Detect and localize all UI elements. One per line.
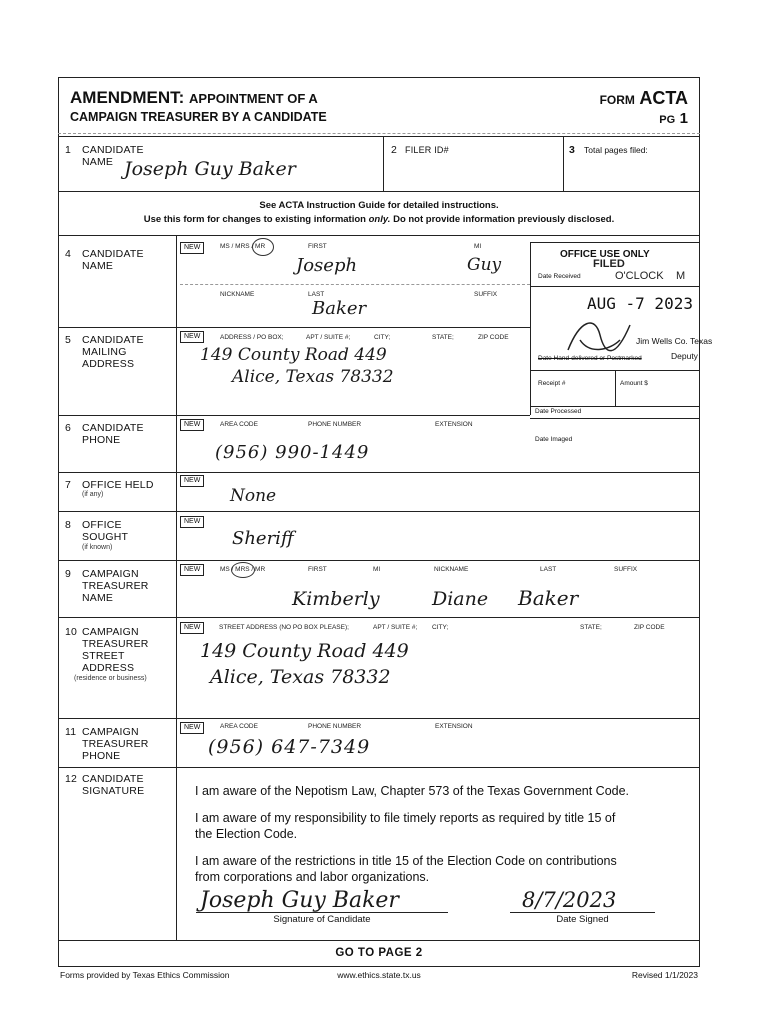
title-bold: AMENDMENT: <box>70 88 185 107</box>
s9-label: CAMPAIGN <box>82 568 139 580</box>
s4-first-label: FIRST <box>308 243 327 250</box>
s5-num: 5 <box>65 334 72 346</box>
s9-first-value[interactable]: Kimberly <box>292 588 380 610</box>
s8-label: OFFICE <box>82 519 122 531</box>
s9-label3: NAME <box>82 592 114 604</box>
s5-apt-label: APT / SUITE #; <box>306 334 351 341</box>
s10-label3: STREET <box>82 650 125 662</box>
s7-sub: (if any) <box>82 491 104 498</box>
date-signed-label: Date Signed <box>556 914 609 925</box>
s6-label2: PHONE <box>82 434 121 446</box>
s10-city-label: CITY; <box>432 624 449 631</box>
candidate-signature[interactable]: Joseph Guy Baker <box>200 888 399 913</box>
instructions-line1: See ACTA Instruction Guide for detailed instructions. <box>259 200 499 211</box>
s10-label2: TREASURER <box>82 638 149 650</box>
s9-first-label: FIRST <box>308 566 327 573</box>
s11-ext-label: EXTENSION <box>435 723 473 730</box>
s4-new-tag: NEW <box>180 242 204 254</box>
s5-label2: MAILING <box>82 346 127 358</box>
s10-apt-label: APT / SUITE #; <box>373 624 418 631</box>
filer-id-label: FILER ID# <box>405 145 449 155</box>
candidate-name-value[interactable]: Joseph Guy Baker <box>124 158 296 180</box>
s6-new-tag: NEW <box>180 419 204 431</box>
s3-num: 3 <box>569 144 576 156</box>
s8-num: 8 <box>65 519 72 531</box>
s8-sub: (if known) <box>82 544 113 551</box>
date-received-label: Date Received <box>538 273 581 280</box>
s4-suffix-label: SUFFIX <box>474 291 498 298</box>
s1-num: 1 <box>65 144 72 156</box>
s4-label2: NAME <box>82 260 114 272</box>
s12-num: 12 <box>65 773 78 785</box>
s7-num: 7 <box>65 479 72 491</box>
s9-last-label: LAST <box>540 566 557 573</box>
s6-phone-label: PHONE NUMBER <box>308 421 362 428</box>
instructions-line2: Use this form for changes to existing information only. Do not provide information previously disclosed. <box>143 214 615 225</box>
s10-zip-label: ZIP CODE <box>634 624 665 631</box>
reports-statement-line1: I am aware of my responsibility to file timely reports as required by title 15 of <box>195 811 616 825</box>
s7-new-tag: NEW <box>180 475 204 487</box>
s11-label2: TREASURER <box>82 738 149 750</box>
s5-address-label: ADDRESS / PO BOX; <box>220 334 284 341</box>
s11-label: CAMPAIGN <box>82 726 139 738</box>
s9-num: 9 <box>65 568 72 580</box>
office-use-title: OFFICE USE ONLY <box>560 249 650 260</box>
s9-last-value[interactable]: Baker <box>518 586 579 610</box>
s12-label2: SIGNATURE <box>82 785 145 797</box>
s5-address-line1[interactable]: 149 County Road 449 <box>200 345 387 365</box>
s6-num: 6 <box>65 422 72 434</box>
s10-address-line1[interactable]: 149 County Road 449 <box>200 640 409 662</box>
s4-mi-value[interactable]: Guy <box>467 255 502 275</box>
date-processed-label: Date Processed <box>535 408 582 415</box>
footer-url[interactable]: www.ethics.state.tx.us <box>337 970 421 980</box>
s4-last-value[interactable]: Baker <box>312 298 367 319</box>
footer-revised: Revised 1/1/2023 <box>631 970 698 980</box>
s11-phone-value[interactable]: (956) 647-7349 <box>208 736 371 758</box>
s9-suffix-label: SUFFIX <box>614 566 638 573</box>
form-code <box>600 88 688 109</box>
date-hand-delivered-label: Date Hand-delivered or Postmarked <box>538 355 642 362</box>
s10-sub: (residence or business) <box>74 675 147 682</box>
s6-phone-value[interactable]: (956) 990-1449 <box>215 442 370 463</box>
s5-zip-label: ZIP CODE <box>478 334 509 341</box>
s5-label3: ADDRESS <box>82 358 135 370</box>
s1-label: CANDIDATE <box>82 144 144 156</box>
title-rest: APPOINTMENT OF A <box>189 91 318 106</box>
s10-address-line2[interactable]: Alice, Texas 78332 <box>210 666 391 688</box>
go-to-page-2[interactable]: GO TO PAGE 2 <box>335 947 423 959</box>
stamp-county: Jim Wells Co. Texas <box>636 336 713 346</box>
reports-statement-line2: the Election Code. <box>195 827 298 841</box>
s11-new-tag: NEW <box>180 722 204 734</box>
s5-city-label: CITY; <box>374 334 391 341</box>
s9-new-tag: NEW <box>180 564 204 576</box>
s9-mi-label: MI <box>373 566 381 573</box>
s5-address-line2[interactable]: Alice, Texas 78332 <box>232 367 394 387</box>
s4-label: CANDIDATE <box>82 248 144 260</box>
page-number <box>659 110 688 128</box>
s11-num: 11 <box>65 726 77 738</box>
s9-prefix-label: MS / MRS / MR <box>220 566 266 573</box>
s9-middle-value[interactable]: Diane <box>432 588 489 610</box>
footer-provider: Forms provided by Texas Ethics Commission <box>60 970 230 980</box>
s11-phone-label: PHONE NUMBER <box>308 723 362 730</box>
amount-label: Amount $ <box>620 380 648 387</box>
date-signed-value[interactable]: 8/7/2023 <box>522 888 617 912</box>
total-pages-label: Total pages filed: <box>584 145 648 155</box>
s2-num: 2 <box>391 144 398 156</box>
form-title <box>70 88 318 108</box>
s6-ext-label: EXTENSION <box>435 421 473 428</box>
s11-area-label: AREA CODE <box>220 723 258 730</box>
signature-label: Signature of Candidate <box>273 914 371 925</box>
s8-value[interactable]: Sheriff <box>232 528 294 549</box>
s7-value[interactable]: None <box>230 486 277 506</box>
stamp-filed: FILED <box>593 258 625 270</box>
s4-mr-circle <box>252 238 274 256</box>
form-word: FORM <box>599 93 635 107</box>
s1-label2: NAME <box>82 156 114 168</box>
s10-label: CAMPAIGN <box>82 626 139 638</box>
page-word: PG <box>659 114 676 126</box>
stamp-clock: O'CLOCK <box>615 270 664 282</box>
s9-mrs-circle <box>231 562 255 578</box>
s12-label: CANDIDATE <box>82 773 144 785</box>
s10-state-label: STATE; <box>580 624 602 631</box>
s5-state-label: STATE; <box>432 334 454 341</box>
s5-new-tag: NEW <box>180 331 204 343</box>
date-imaged-label: Date Imaged <box>535 436 573 443</box>
s7-label: OFFICE HELD <box>82 479 154 491</box>
s10-new-tag: NEW <box>180 622 204 634</box>
receipt-label: Receipt # <box>538 380 566 387</box>
s6-area-label: AREA CODE <box>220 421 258 428</box>
s6-label: CANDIDATE <box>82 422 144 434</box>
s4-nickname-label: NICKNAME <box>220 291 255 298</box>
s4-num: 4 <box>65 248 72 260</box>
stamp-date: AUG -7 2023 <box>587 294 693 313</box>
form-code-value: ACTA <box>639 88 688 108</box>
s4-mi-label: MI <box>474 243 482 250</box>
s9-label2: TREASURER <box>82 580 149 592</box>
page-num: 1 <box>679 110 688 127</box>
contributions-statement-line1: I am aware of the restrictions in title 15 of the Election Code on contributions <box>195 854 617 868</box>
s4-last-label: LAST <box>308 291 325 298</box>
s5-label: CANDIDATE <box>82 334 144 346</box>
contributions-statement-line2: from corporations and labor organizations. <box>195 870 430 884</box>
s4-prefix-label: MS / MRS / MR <box>220 243 266 250</box>
s9-nickname-label: NICKNAME <box>434 566 469 573</box>
nepotism-statement: I am aware of the Nepotism Law, Chapter 573 of the Texas Government Code. <box>195 784 630 798</box>
s8-label2: SOUGHT <box>82 531 129 543</box>
stamp-deputy: Deputy <box>671 351 698 361</box>
s11-label3: PHONE <box>82 750 121 762</box>
s8-new-tag: NEW <box>180 516 204 528</box>
s10-num: 10 <box>65 626 78 638</box>
stamp-m: M <box>676 270 686 282</box>
form-title-line2: CAMPAIGN TREASURER BY A CANDIDATE <box>70 110 327 124</box>
s4-first-value[interactable]: Joseph <box>296 255 358 276</box>
s10-street-label: STREET ADDRESS (NO PO BOX PLEASE); <box>219 624 349 631</box>
s10-label4: ADDRESS <box>82 662 135 674</box>
